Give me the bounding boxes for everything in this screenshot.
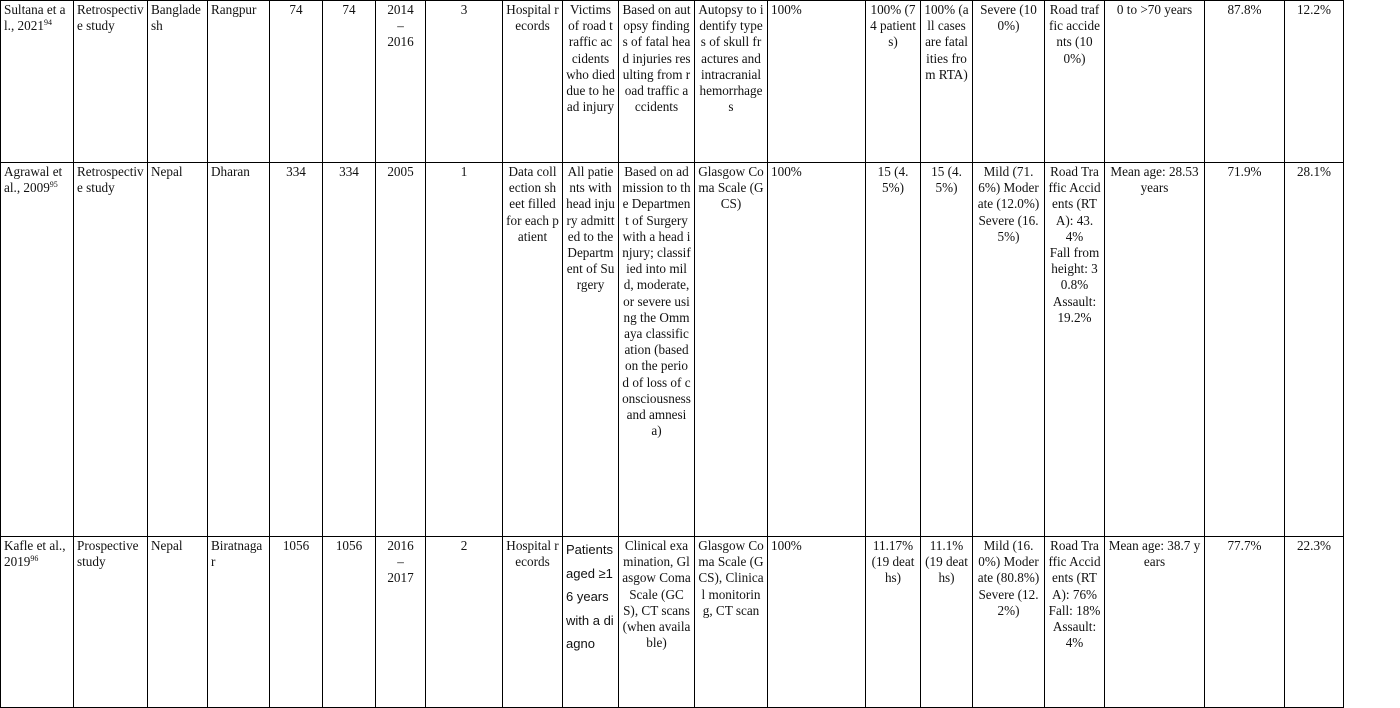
city-cell: Dharan bbox=[208, 163, 270, 537]
outcome-cell: 15 (4.5%) bbox=[866, 163, 921, 537]
male-percent-cell: 87.8% bbox=[1205, 1, 1285, 163]
included-cell: 1056 bbox=[323, 537, 376, 708]
data-source-cell: Data collection sheet filled for each patient bbox=[503, 163, 563, 537]
causes-cell bbox=[1045, 163, 1105, 537]
female-percent-cell: 12.2% bbox=[1285, 1, 1344, 163]
table-row bbox=[1, 1, 1400, 163]
population-cell: All patients with head injury admitted to the Department of Surgery bbox=[563, 163, 619, 537]
sample-cell: 334 bbox=[270, 163, 323, 537]
reference-number: 95 bbox=[49, 180, 58, 190]
sample-cell: 1056 bbox=[270, 537, 323, 708]
assessment-cell: Autopsy to identify types of skull fractures and intracranial hemorrhages bbox=[695, 1, 768, 163]
period-text: 2016 – 2017 bbox=[387, 538, 414, 586]
country-cell: Nepal bbox=[148, 163, 208, 537]
causes-cell bbox=[1045, 1, 1105, 163]
percent-cell: 100% bbox=[768, 537, 866, 708]
causes-text: Road Traffic Accidents (RTA): 76% Fall: 18% Assault: 4% bbox=[1048, 538, 1101, 651]
country-cell: Nepal bbox=[148, 537, 208, 708]
causes-text: Road traffic accidents (100%) bbox=[1049, 2, 1100, 66]
outcome-cell: 100% (all cases are fatalities from RTA) bbox=[921, 1, 973, 163]
percent-cell: 100% bbox=[768, 1, 866, 163]
male-percent-cell: 71.9% bbox=[1205, 163, 1285, 537]
male-percent-cell: 77.7% bbox=[1205, 537, 1285, 708]
included-cell: 334 bbox=[323, 163, 376, 537]
causes-text: Road Traffic Accidents (RTA): 43.4% Fall from height: 30.8% Assault: 19.2% bbox=[1048, 164, 1101, 325]
age-cell: Mean age: 38.7 years bbox=[1105, 537, 1205, 708]
period-cell bbox=[376, 1, 426, 163]
author-text: Kafle et al., 2019 bbox=[4, 538, 66, 570]
period-cell bbox=[376, 163, 426, 537]
causes-cell bbox=[1045, 537, 1105, 708]
outcome-cell: 11.1% (19 deaths) bbox=[921, 537, 973, 708]
country-cell: Bangladesh bbox=[148, 1, 208, 163]
period-text: 2005 bbox=[387, 164, 414, 179]
author-cell bbox=[1, 163, 74, 537]
population-cell: Patients aged ≥16 years with a diagno bbox=[563, 537, 619, 708]
author-cell bbox=[1, 537, 74, 708]
score-cell: 2 bbox=[426, 537, 503, 708]
included-cell: 74 bbox=[323, 1, 376, 163]
female-percent-cell: 22.3% bbox=[1285, 537, 1344, 708]
score-cell: 3 bbox=[426, 1, 503, 163]
score-cell: 1 bbox=[426, 163, 503, 537]
period-cell bbox=[376, 537, 426, 708]
design-cell: Prospective study bbox=[74, 537, 148, 708]
table-row bbox=[1, 163, 1400, 537]
city-cell: Rangpur bbox=[208, 1, 270, 163]
outcome-cell: 100% (74 patients) bbox=[866, 1, 921, 163]
definition-cell: Clinical examination, Glasgow Coma Scale (GCS), CT scans (when available) bbox=[619, 537, 695, 708]
author-text: Agrawal et al., 2009 bbox=[4, 164, 63, 196]
percent-cell: 100% bbox=[768, 163, 866, 537]
female-percent-cell: 28.1% bbox=[1285, 163, 1344, 537]
city-cell: Biratnagar bbox=[208, 537, 270, 708]
reference-number: 96 bbox=[30, 554, 39, 564]
table-row bbox=[1, 537, 1400, 708]
author-cell bbox=[1, 1, 74, 163]
author-text: Sultana et al., 2021 bbox=[4, 2, 66, 34]
outcome-cell: 11.17% (19 deaths) bbox=[866, 537, 921, 708]
outcome-cell: 15 (4.5%) bbox=[921, 163, 973, 537]
severity-cell: Severe (100%) bbox=[973, 1, 1045, 163]
data-source-cell: Hospital records bbox=[503, 537, 563, 708]
age-cell: 0 to >70 years bbox=[1105, 1, 1205, 163]
population-cell: Victims of road traffic accidents who died due to head injury bbox=[563, 1, 619, 163]
assessment-cell: Glasgow Coma Scale (GCS), Clinical monitoring, CT scan bbox=[695, 537, 768, 708]
data-source-cell: Hospital records bbox=[503, 1, 563, 163]
period-text: 2014 – 2016 bbox=[387, 2, 414, 50]
severity-cell: Mild (71.6%) Moderate (12.0%) Severe (16.5%) bbox=[973, 163, 1045, 537]
reference-number: 94 bbox=[43, 18, 52, 28]
sample-cell: 74 bbox=[270, 1, 323, 163]
age-cell: Mean age: 28.53 years bbox=[1105, 163, 1205, 537]
definition-cell: Based on autopsy findings of fatal head injuries resulting from road traffic accidents bbox=[619, 1, 695, 163]
severity-cell: Mild (16.0%) Moderate (80.8%) Severe (12.2%) bbox=[973, 537, 1045, 708]
design-cell: Retrospective study bbox=[74, 1, 148, 163]
assessment-cell: Glasgow Coma Scale (GCS) bbox=[695, 163, 768, 537]
design-cell: Retrospective study bbox=[74, 163, 148, 537]
definition-cell: Based on admission to the Department of Surgery with a head injury; classified into mild, moderate, or severe using the Ommaya classification (based on the period of loss of consciousness and amnesia) bbox=[619, 163, 695, 537]
